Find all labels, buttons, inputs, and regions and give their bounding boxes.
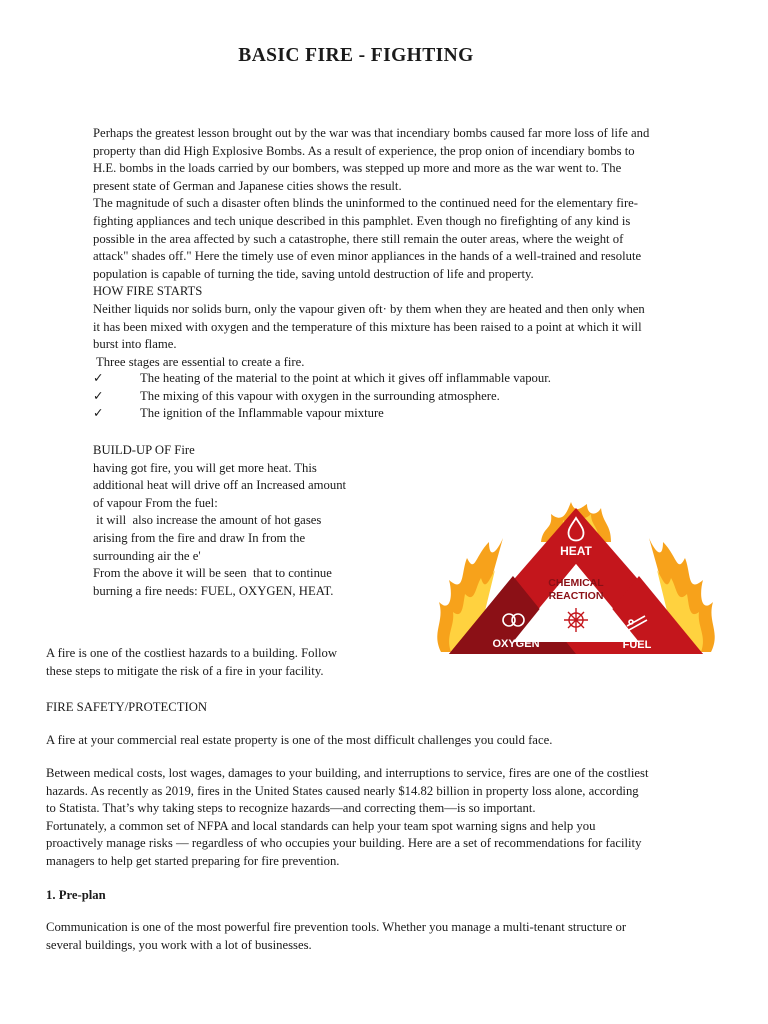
- text-line: property than did High Explosive Bombs. As a result of experience, the prop onion of incendiary bombs to: [93, 143, 635, 158]
- section-heading-how-fire-starts: HOW FIRE STARTS: [93, 284, 203, 299]
- oxygen-label: OXYGEN: [492, 638, 540, 650]
- intro-section: [93, 125, 723, 371]
- costs-paragraph: [46, 765, 726, 871]
- text-line: present state of German and Japanese cities shows the result.: [93, 178, 402, 193]
- document-title: BASIC FIRE - FIGHTING: [238, 45, 474, 66]
- section-heading-buildup: BUILD-UP OF Fire: [93, 443, 195, 457]
- preplan-heading: 1. Pre-plan: [46, 888, 106, 902]
- text-line: of vapour From the fuel:: [93, 495, 218, 510]
- fuel-label: FUEL: [622, 639, 652, 651]
- chemical-label: CHEMICAL: [548, 577, 604, 589]
- text-line: A fire is one of the costliest hazards to a building. Follow: [46, 646, 338, 660]
- check-icon: ✓: [93, 388, 104, 403]
- text-line: burst into flame.: [93, 337, 177, 352]
- text-line: arising from the fire and draw In from the: [93, 530, 306, 545]
- text-line: possible in the area affected by such a catastrophe, there still remain the outer areas, where the weight of: [93, 231, 624, 246]
- text-line: surrounding air the e': [93, 548, 201, 563]
- buildup-section: [93, 442, 393, 600]
- safety-intro: A fire at your commercial real estate property is one of the most difficult challenges you could face.: [46, 733, 553, 747]
- fire-hazard-paragraph: [46, 645, 386, 680]
- text-line: Between medical costs, lost wages, damages to your building, and interruptions to service, fires are one of the costliest: [46, 766, 649, 780]
- text-line: Perhaps the greatest lesson brought out by the war was that incendiary bombs caused far more loss of life and: [93, 126, 650, 140]
- check-icon: ✓: [93, 406, 104, 421]
- text-line: The magnitude of such a disaster often blinds the uninformed to the continued need for the elementary fire-: [93, 196, 639, 211]
- checklist-item-text: The mixing of this vapour with oxygen in the surrounding atmosphere.: [140, 388, 500, 403]
- text-line: H.E. bombs in the loads carried by our bombers, was stepped up more and more as the war went to. The: [93, 161, 622, 176]
- checklist: [93, 370, 723, 423]
- text-line: Three stages are essential to create a fire.: [93, 354, 305, 369]
- text-line: proactively manage risks — regardless of who occupies your building. Here are a set of recommendations for facility: [46, 836, 642, 851]
- text-line: several buildings, you work with a lot of businesses.: [46, 937, 312, 952]
- fire-triangle-figure: [431, 502, 721, 660]
- heat-label: HEAT: [560, 544, 592, 558]
- text-line: it will also increase the amount of hot gases: [93, 513, 322, 528]
- safety-heading: FIRE SAFETY/PROTECTION: [46, 700, 208, 714]
- text-line: From the above it will be seen that to continue: [93, 566, 332, 581]
- text-line: Communication is one of the most powerful fire prevention tools. Whether you manage a multi-tenant structure or: [46, 920, 627, 934]
- communication-paragraph: [46, 919, 726, 954]
- text-line: burning a fire needs: FUEL, OXYGEN, HEAT.: [93, 583, 334, 598]
- text-line: to Statista. That’s why taking steps to recognize hazards—and correcting them—is so important.: [46, 801, 536, 816]
- checklist-item: [93, 405, 723, 423]
- text-line: managers to help get started preparing for fire prevention.: [46, 853, 340, 868]
- check-icon: ✓: [93, 371, 104, 385]
- checklist-item-text: The ignition of the Inflammable vapour mixture: [140, 406, 384, 421]
- text-line: attack" shades off." Here the timely use of even minor appliances in the hands of a well-trained and resolute: [93, 249, 642, 264]
- checklist-item-text: The heating of the material to the point at which it gives off inflammable vapour.: [140, 371, 551, 385]
- checklist-item: [93, 388, 723, 406]
- text-line: fighting appliances and tech unique described in this pamphlet. Even though no firefighting of any kind is: [93, 213, 631, 228]
- text-line: population is capable of turning the tide, saving untold destruction of life and property.: [93, 266, 534, 281]
- text-line: having got fire, you will get more heat. This: [93, 460, 317, 475]
- text-line: additional heat will drive off an Increased amount: [93, 478, 347, 493]
- text-line: it has been mixed with oxygen and the temperature of this mixture has been raised to a point at which it will: [93, 319, 642, 334]
- checklist-item: [93, 370, 723, 388]
- text-line: Fortunately, a common set of NFPA and local standards can help your team spot warning signs and help you: [46, 818, 596, 833]
- text-line: these steps to mitigate the risk of a fire in your facility.: [46, 663, 324, 678]
- text-line: hazards. As recently as 2019, fires in the United States caused nearly $14.82 billion in property loss alone, according: [46, 783, 639, 798]
- reaction-label: REACTION: [548, 590, 604, 602]
- text-line: Neither liquids nor solids burn, only the vapour given oft· by them when they are heated and then only when: [93, 301, 645, 316]
